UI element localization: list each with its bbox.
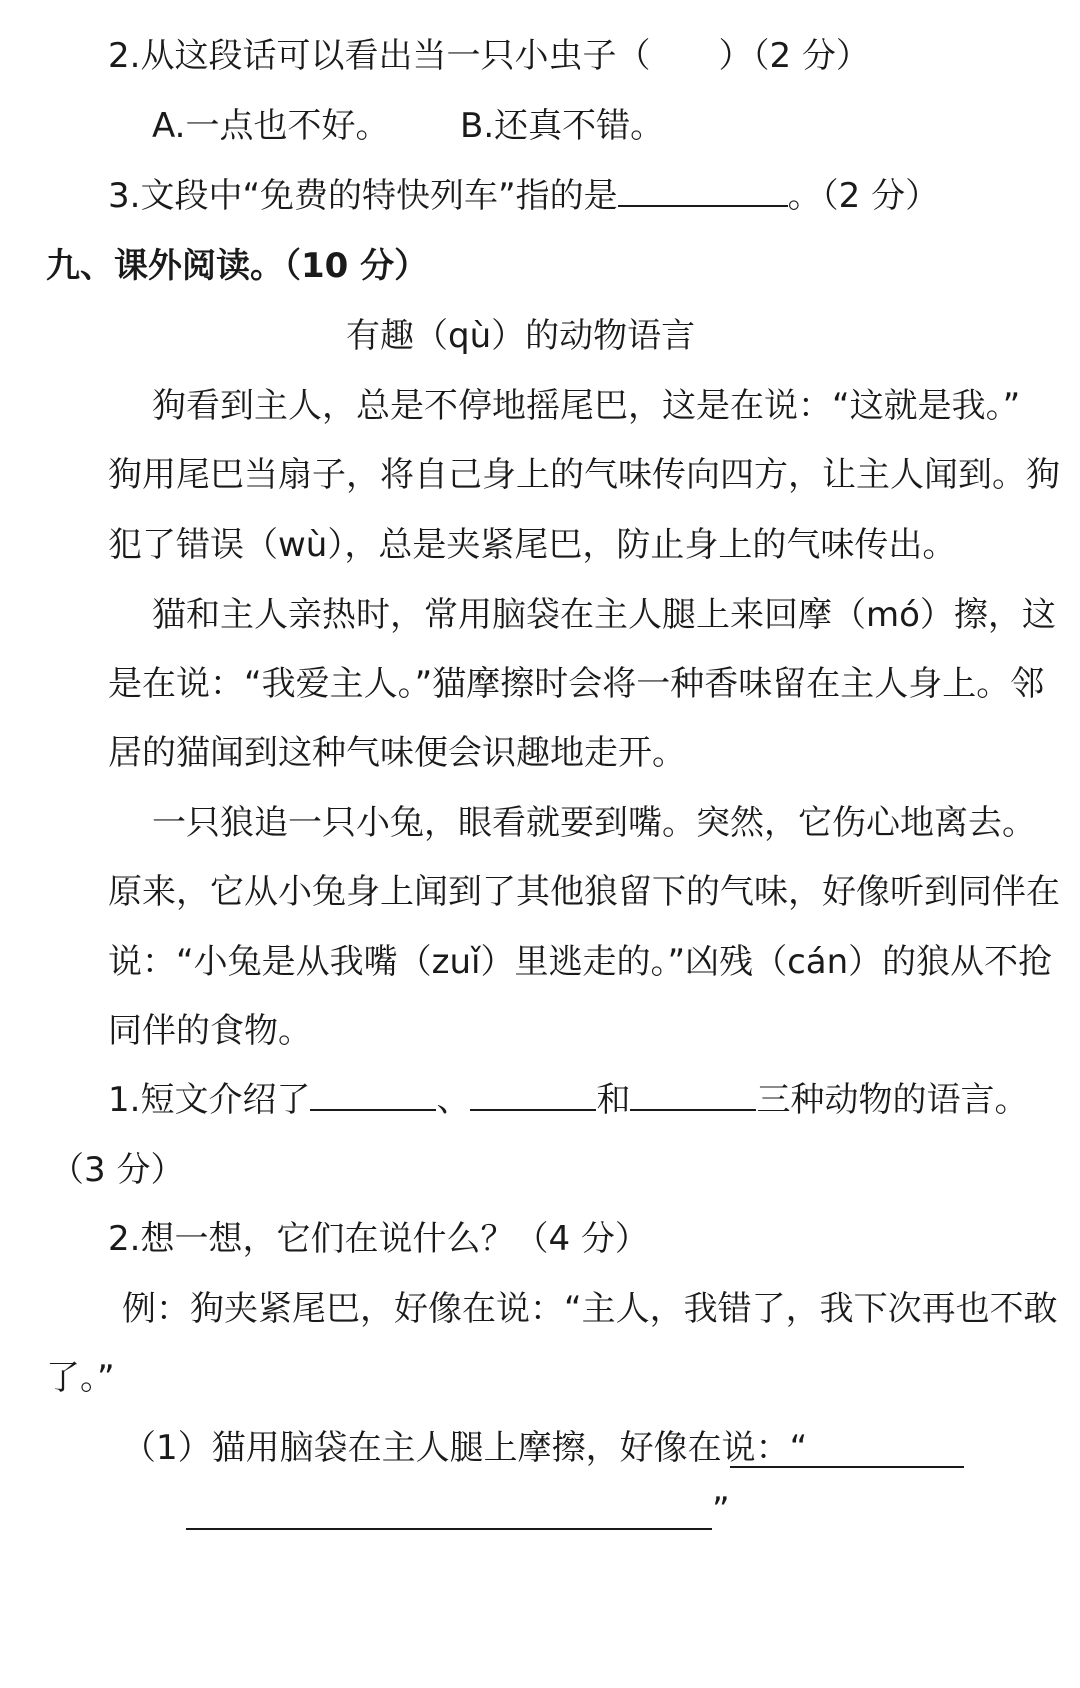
q1-blank-3[interactable] — [630, 1079, 756, 1111]
q2-sub-1-answer-line-1[interactable] — [730, 1466, 964, 1468]
q1-suffix: 三种动物的语言。 — [756, 1080, 1029, 1120]
passage-line: 同伴的食物。 — [108, 1011, 312, 1051]
passage-line: 是在说：“我爱主人。”猫摩擦时会将一种香味留在主人身上。邻 — [108, 664, 1045, 704]
passage-line: 居的猫闻到这种气味便会识趣地走开。 — [108, 733, 686, 773]
q2-example-line-2: 了。” — [46, 1358, 115, 1398]
prev-q3-prefix: 3.文段中“免费的特快列车”指的是 — [108, 176, 618, 216]
q2-sub-1-close-quote: ” — [712, 1490, 730, 1530]
q1-separator-2: 和 — [596, 1080, 631, 1120]
passage-line: 一只狼追一只小兔，眼看就要到嘴。突然，它伤心地离去。 — [152, 803, 1036, 843]
q2-example-line-1: 例：狗夹紧尾巴，好像在说：“主人，我错了，我下次再也不敢 — [122, 1289, 1058, 1329]
q1-separator-1: 、 — [436, 1080, 471, 1120]
q2-sub-1: （1）猫用脑袋在主人腿上摩擦，好像在说：“ — [122, 1428, 808, 1468]
q1-score: （3 分） — [50, 1150, 185, 1190]
passage-title: 有趣（qù）的动物语言 — [346, 316, 696, 356]
passage-line: 犯了错误（wù），总是夹紧尾巴，防止身上的气味传出。 — [108, 525, 957, 565]
prev-q2-option-a: A.一点也不好。 — [152, 106, 390, 146]
question-2: 2.想一想，它们在说什么？（4 分） — [108, 1219, 649, 1259]
q1-blank-1[interactable] — [310, 1079, 436, 1111]
prev-q3-answer-blank[interactable] — [618, 175, 788, 207]
question-1 — [108, 1078, 1028, 1122]
section-heading: 九、课外阅读。（10 分） — [46, 246, 429, 286]
prev-q3-suffix: 。（2 分） — [787, 176, 940, 216]
passage-line: 原来，它从小兔身上闻到了其他狼留下的气味，好像听到同伴在 — [108, 872, 1060, 912]
q1-blank-2[interactable] — [470, 1079, 596, 1111]
prev-q2-text: 2.从这段话可以看出当一只小虫子（ ）（2 分） — [108, 36, 870, 76]
q2-sub-1-answer-line-2[interactable] — [186, 1528, 712, 1530]
passage-line: 猫和主人亲热时，常用脑袋在主人腿上来回摩（mó）擦，这 — [152, 595, 1056, 635]
passage-line: 狗用尾巴当扇子，将自己身上的气味传向四方，让主人闻到。狗 — [108, 455, 1060, 495]
prev-q3 — [108, 174, 939, 218]
q1-prefix: 1.短文介绍了 — [108, 1080, 311, 1120]
passage-line: 说：“小兔是从我嘴（zuǐ）里逃走的。”凶残（cán）的狼从不抢 — [108, 942, 1053, 982]
passage-line: 狗看到主人，总是不停地摇尾巴，这是在说：“这就是我。” — [152, 386, 1021, 426]
prev-q2-option-b: B.还真不错。 — [460, 106, 665, 146]
